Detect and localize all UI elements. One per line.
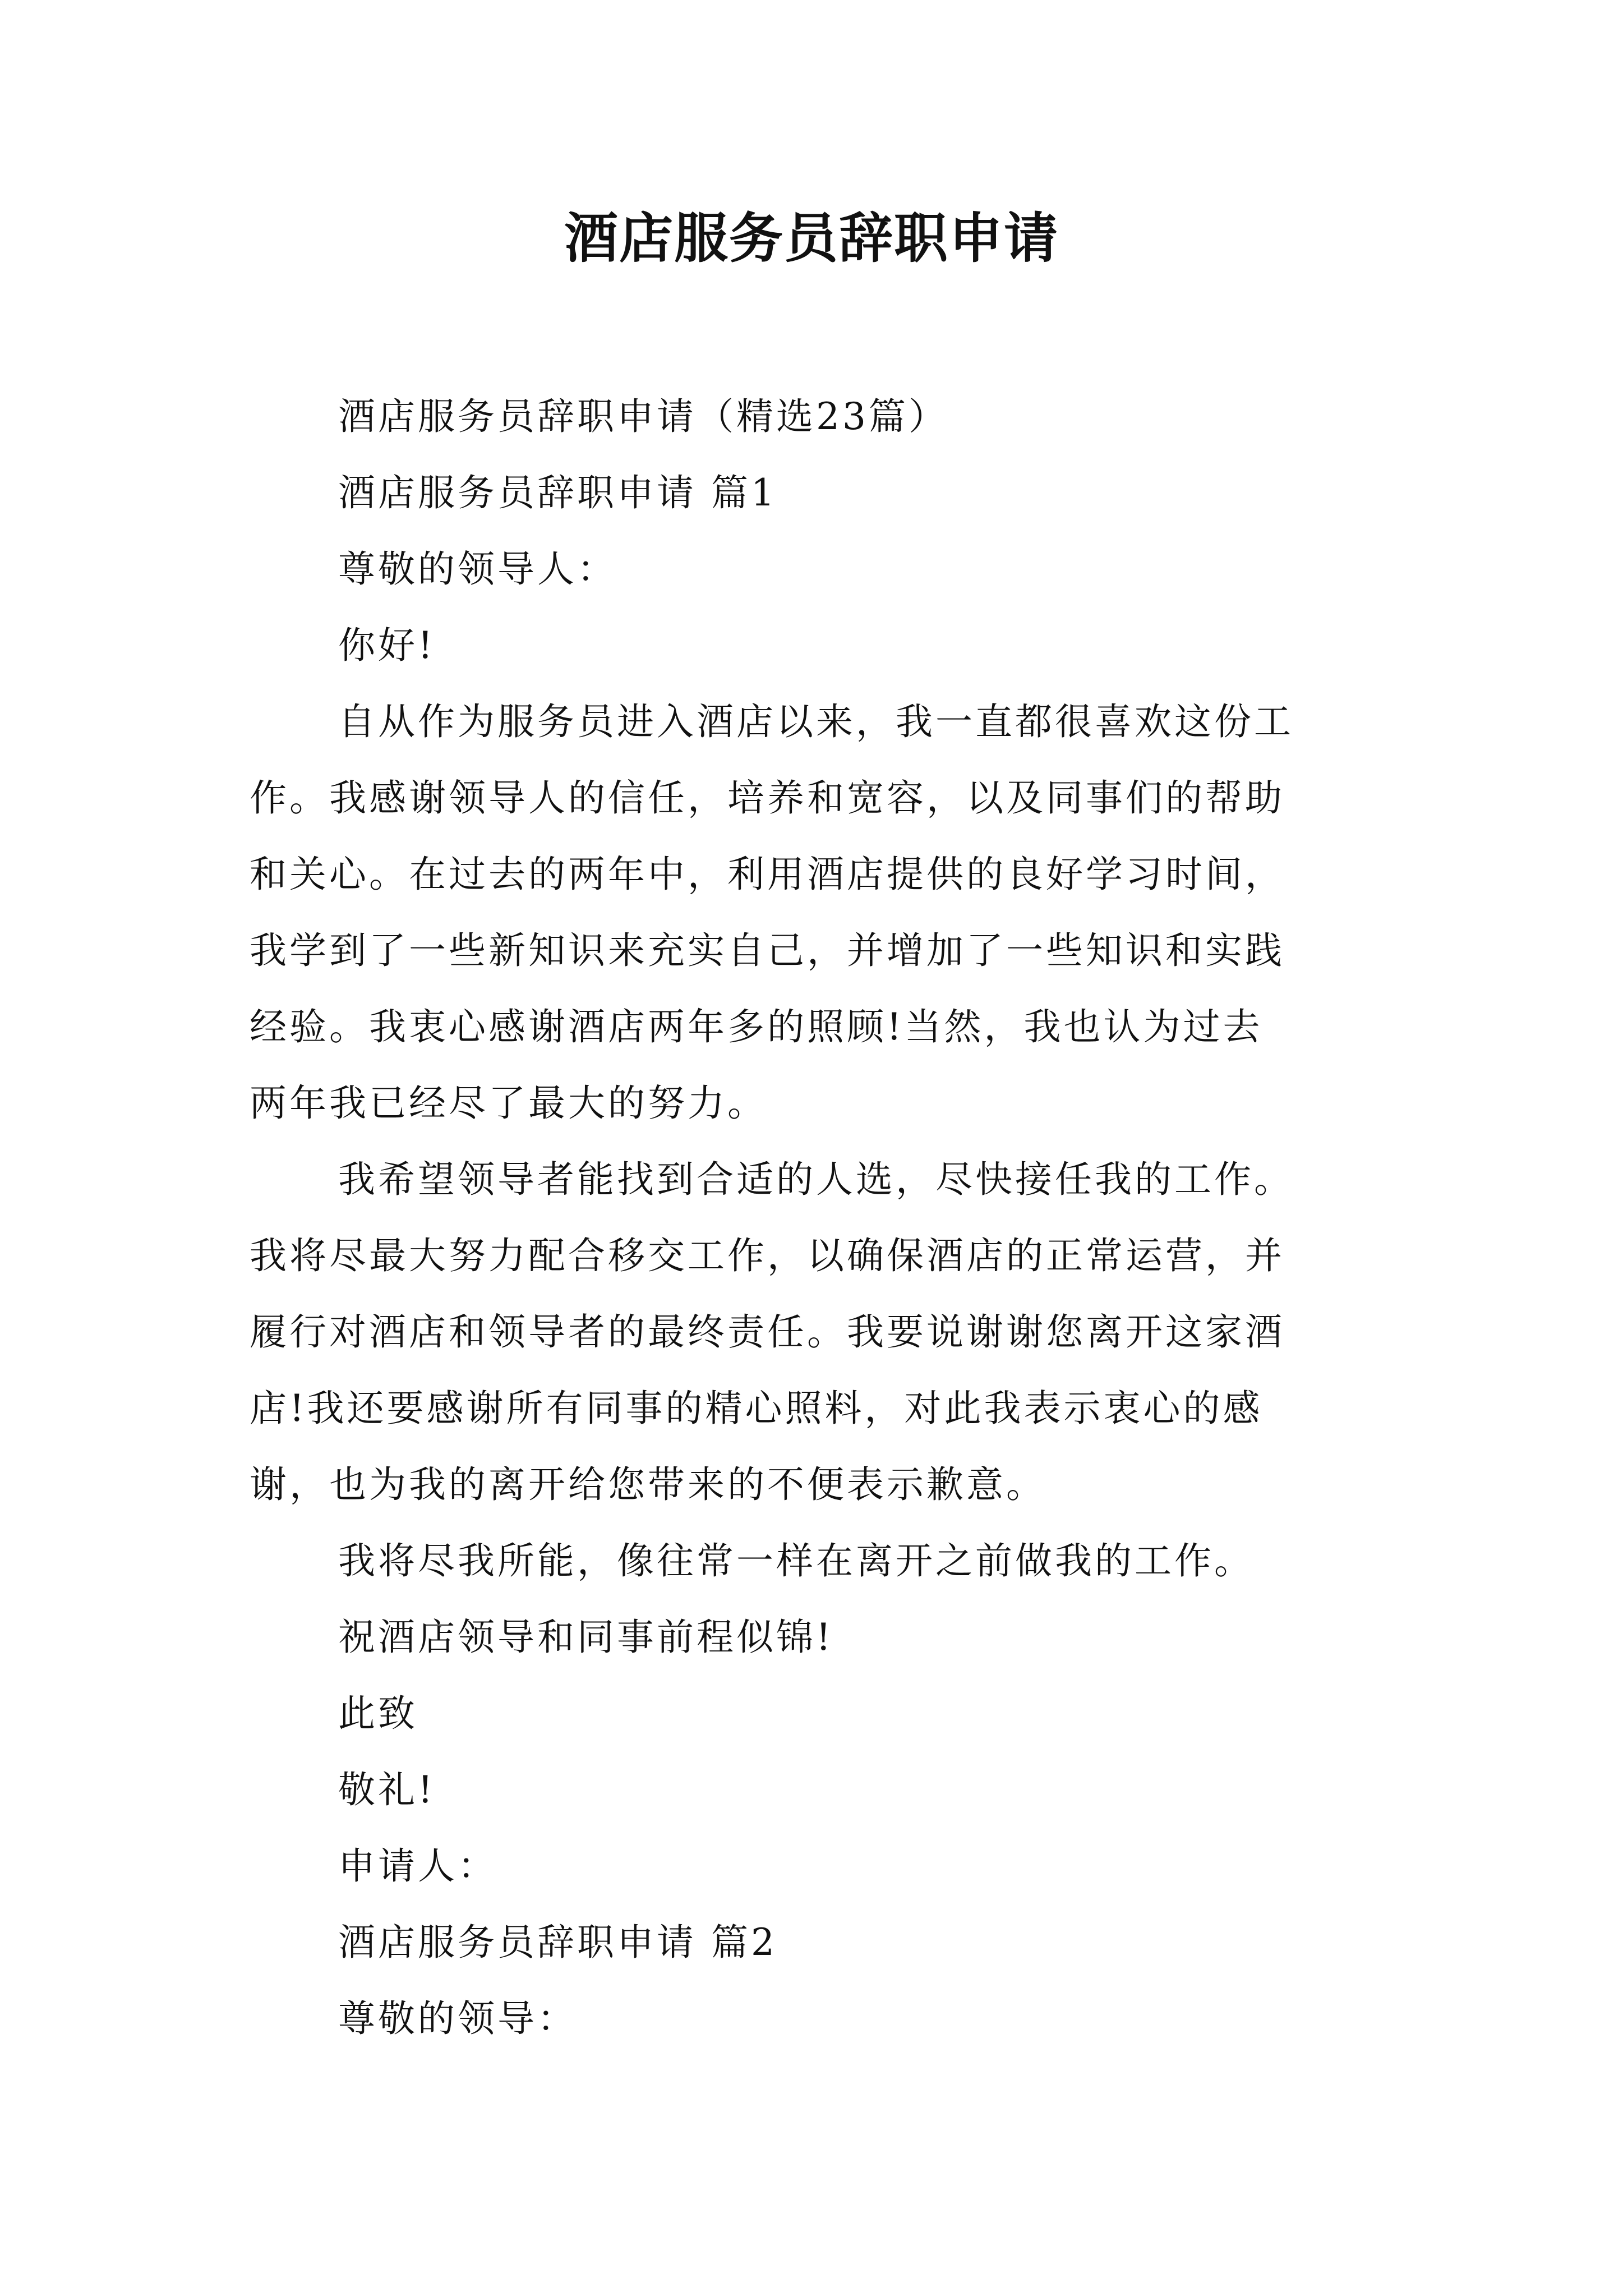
paragraph-line: 我将尽我所能，像往常一样在离开之前做我的工作。 xyxy=(338,1539,1254,1582)
paragraph-line: 我学到了一些新知识来充实自己，并增加了一些知识和实践 xyxy=(250,929,1285,972)
paragraph-line: 履行对酒店和领导者的最终责任。我要说谢谢您离开这家酒 xyxy=(250,1310,1285,1354)
closing-cizhi: 此致 xyxy=(338,1692,418,1735)
greeting: 你好! xyxy=(338,624,436,667)
paragraph-line: 谢，也为我的离开给您带来的不便表示歉意。 xyxy=(250,1463,1046,1506)
paragraph-line: 作。我感谢领导人的信任，培养和宽容，以及同事们的帮助 xyxy=(250,776,1285,820)
paragraph-line: 两年我已经尽了最大的努力。 xyxy=(250,1082,767,1125)
paragraph-line: 和关心。在过去的两年中，利用酒店提供的良好学习时间， xyxy=(250,853,1285,896)
salutation: 尊敬的领导人： xyxy=(338,547,617,591)
applicant-label: 申请人： xyxy=(338,1844,497,1888)
paragraph-line: 店!我还要感谢所有同事的精心照料，对此我表示衷心的感 xyxy=(250,1387,1263,1430)
closing-wish: 祝酒店领导和同事前程似锦! xyxy=(338,1616,834,1659)
section-heading-1: 酒店服务员辞职申请 篇1 xyxy=(338,471,777,514)
document-title: 酒店服务员辞职申请 xyxy=(564,206,1059,270)
salutation-2: 尊敬的领导： xyxy=(338,1997,577,2040)
closing-jingli: 敬礼! xyxy=(338,1768,436,1811)
paragraph-line: 经验。我衷心感谢酒店两年多的照顾!当然，我也认为过去 xyxy=(250,1005,1263,1048)
section-heading-2: 酒店服务员辞职申请 篇2 xyxy=(338,1921,777,1964)
document-body xyxy=(250,379,1394,2057)
paragraph-line: 我将尽最大努力配合移交工作，以确保酒店的正常运营，并 xyxy=(250,1234,1285,1277)
paragraph-line: 自从作为服务员进入酒店以来，我一直都很喜欢这份工 xyxy=(338,700,1294,743)
subtitle-line: 酒店服务员辞职申请（精选23篇） xyxy=(338,395,948,438)
paragraph-line: 我希望领导者能找到合适的人选，尽快接任我的工作。 xyxy=(338,1158,1294,1201)
